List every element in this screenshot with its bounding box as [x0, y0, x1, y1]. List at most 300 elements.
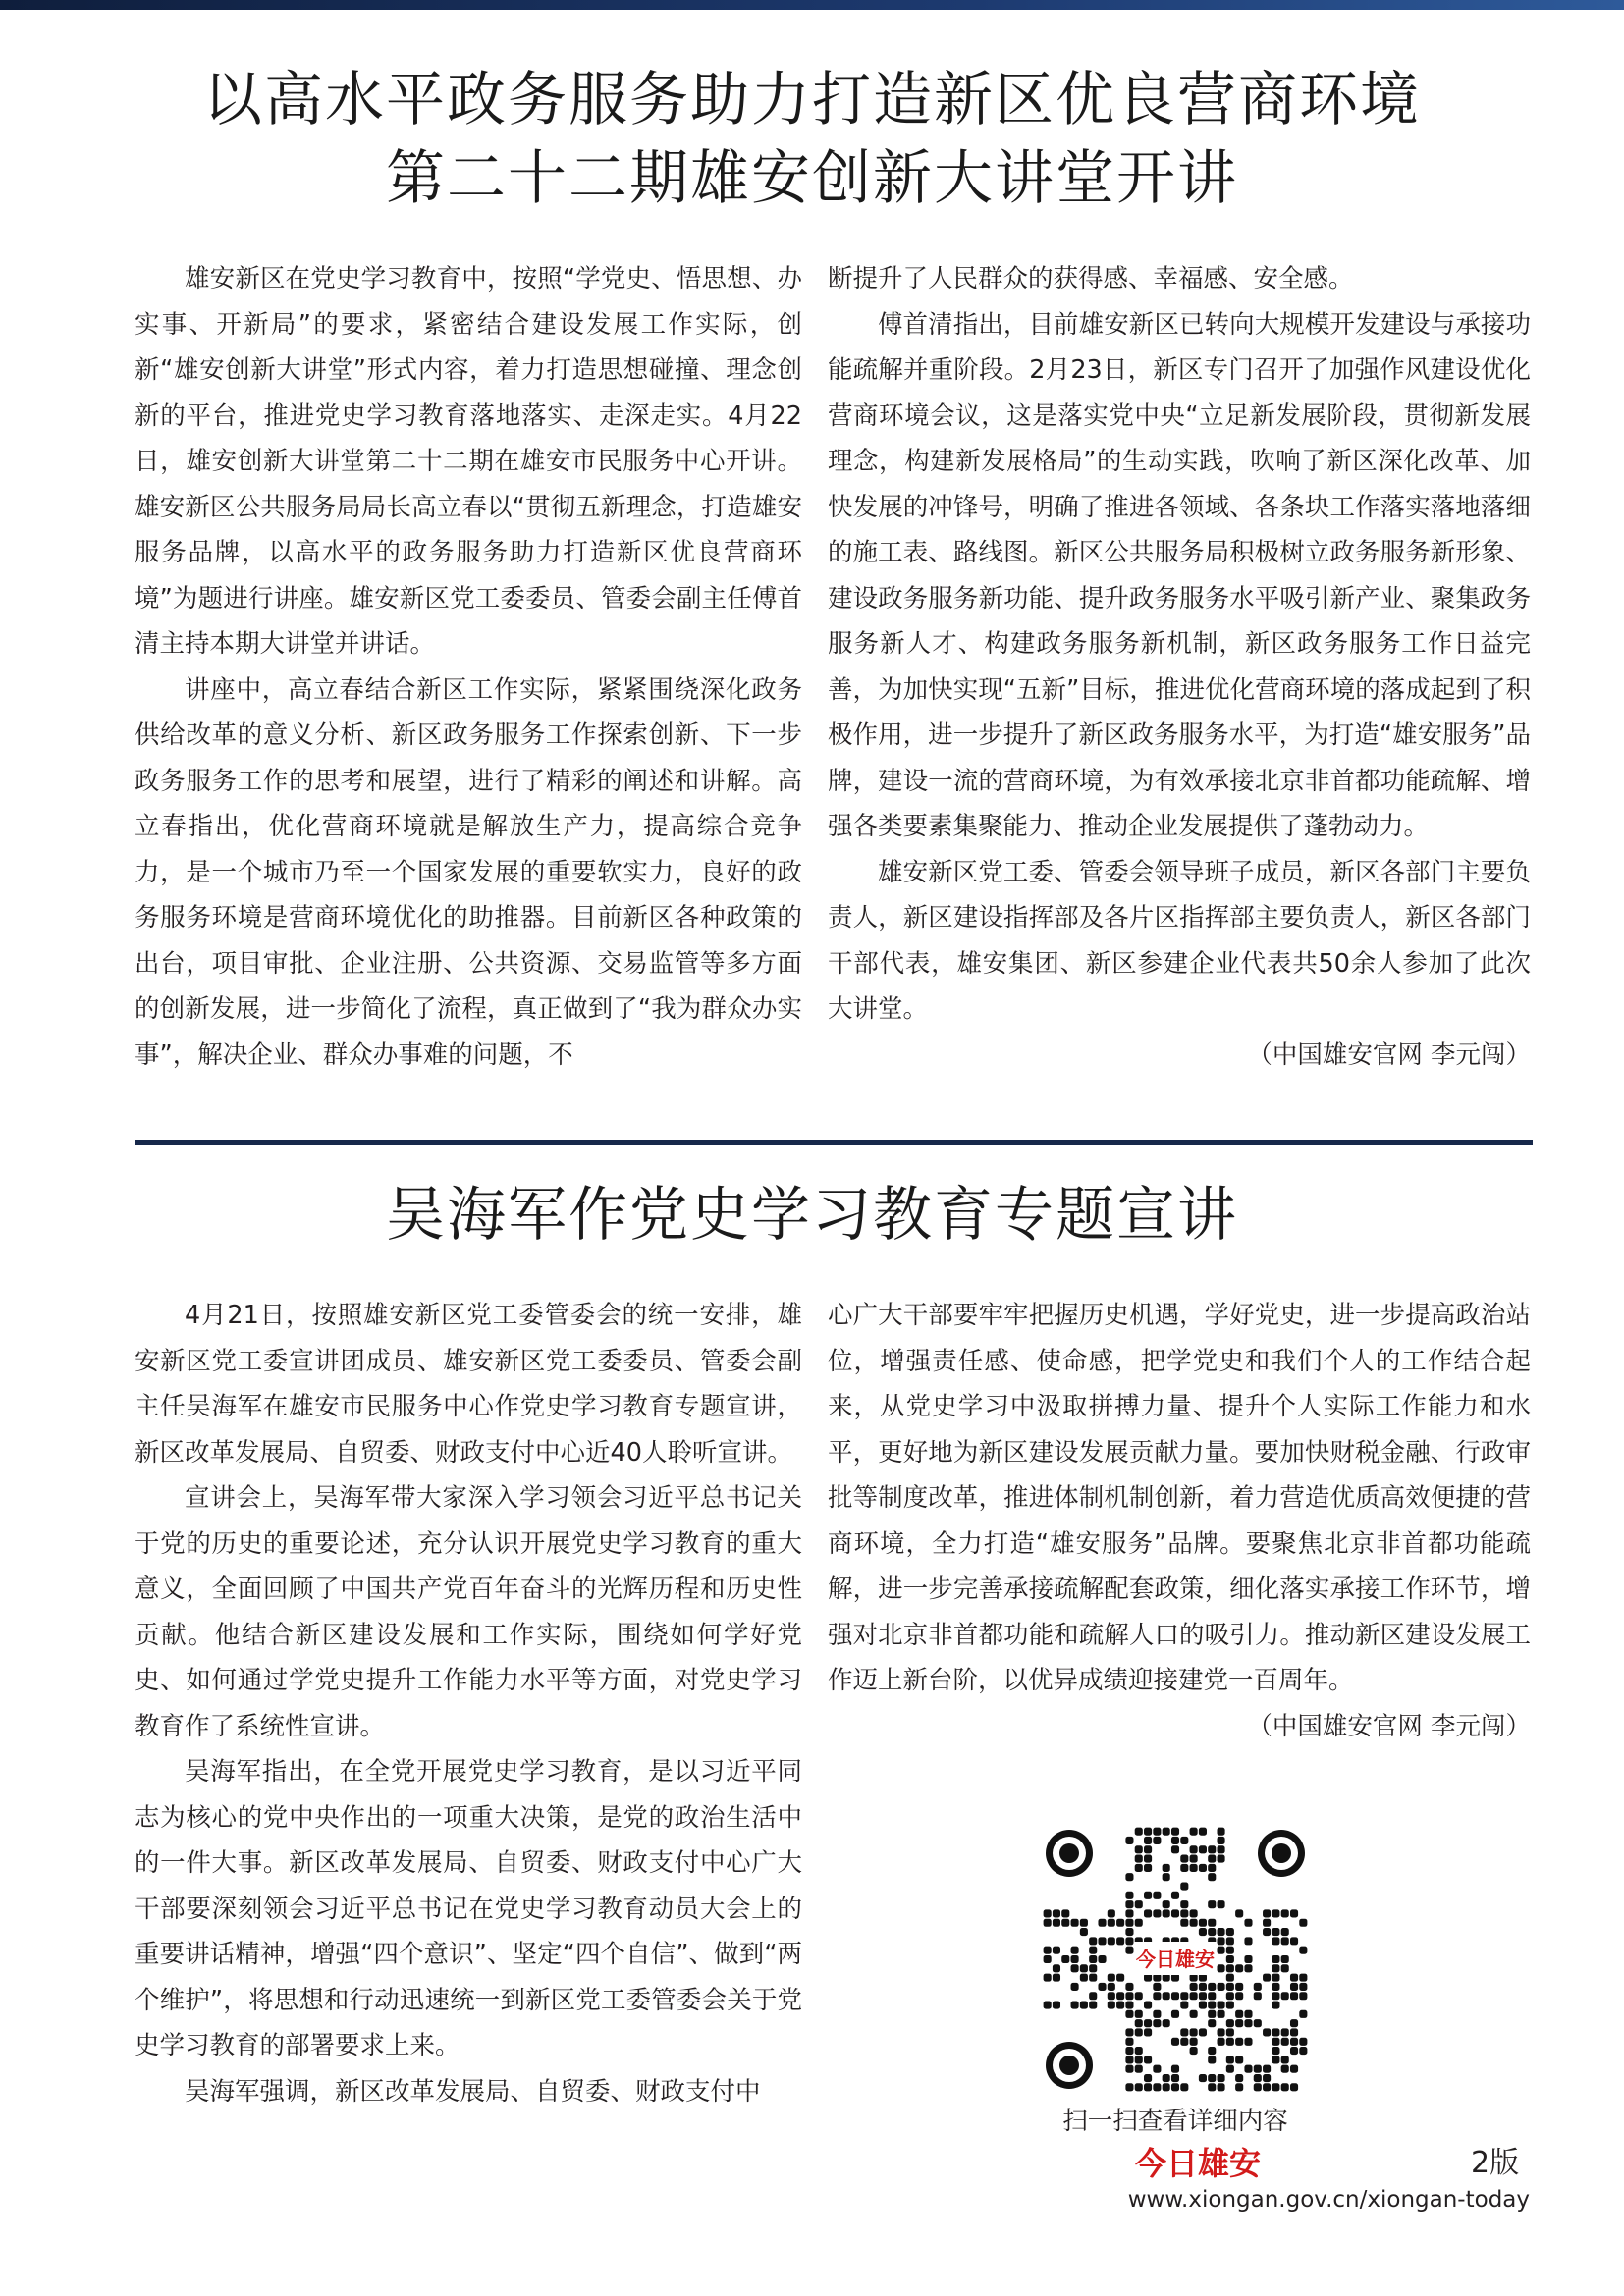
qr-module [1053, 1909, 1060, 1917]
article-source: （中国雄安官网 李元闯） [1247, 1040, 1531, 1070]
qr-module [1125, 1909, 1133, 1917]
qr-module [1281, 2028, 1289, 2036]
qr-module [1218, 2083, 1225, 2091]
qr-module [1125, 1983, 1133, 1991]
qr-module [1135, 2010, 1143, 2018]
qr-module [1153, 1837, 1161, 1844]
article-paragraph: 4月21日，按照雄安新区党工委管委会的统一安排，雄安新区党工委宣讲团成员、雄安新区党工委委员、管委会副主任吴海军在雄安市民服务中心作党史学习教育专题宣讲，新区改革发展局、自贸委、财政支付中心近40人聆听宣讲。 [135, 1301, 802, 1468]
qr-module [1208, 2019, 1216, 2027]
article1-title-line1: 以高水平政务服务助力打造新区优良营商环境 [203, 66, 1421, 134]
qr-module [1281, 1937, 1289, 1945]
qr-module [1116, 2002, 1124, 2009]
qr-module [1144, 2028, 1152, 2036]
article-paragraph: 吴海军指出，在全党开展党史学习教育，是以习近平同志为核心的党中央作出的一项重大决策，是党的政治生活中的一件大事。新区改革发展局、自贸委、财政支付中心广大干部要深刻领会习近平总书记在党史学习教育动员大会上的重要讲话精神，增强“四个意识”、坚定“四个自信”、做到“两个维护”，将思想和行动迅速统一到新区党工委管委会关于党史学习教育的部署要求上来。 [135, 1757, 802, 2060]
qr-module [1190, 1845, 1198, 1853]
qr-module [1163, 1828, 1170, 1836]
qr-module [1135, 1864, 1143, 1872]
qr-module [1235, 1909, 1243, 1917]
qr-module [1190, 1919, 1198, 1927]
qr-module [1125, 1992, 1133, 2000]
article1-left-column [135, 256, 802, 1078]
qr-module [1226, 1983, 1234, 1991]
qr-code-icon [1043, 1827, 1308, 2092]
qr-module [1263, 2074, 1271, 2082]
qr-module [1116, 1919, 1124, 1927]
qr-module [1135, 1919, 1143, 1927]
qr-module [1290, 2038, 1298, 2046]
qr-module [1125, 1937, 1133, 1945]
qr-module [1144, 1845, 1152, 1853]
qr-module [1108, 1983, 1115, 1991]
qr-module [1108, 2002, 1115, 2009]
article-paragraph: 雄安新区在党史学习教育中，按照“学党史、悟思想、办实事、开新局”的要求，紧密结合建设发展工作实际，创新“雄安创新大讲堂”形式内容，着力打造思想碰撞、理念创新的平台，推进党史学习教育落地落实、走深走实。4月22日，雄安创新大讲堂第二十二期在雄安市民服务中心开讲。雄安新区公共服务局局长高立春以“贯彻五新理念，打造雄安服务品牌，以高水平的政务服务助力打造新区优良营商环境”为题进行讲座。雄安新区党工委委员、管委会副主任傅首清主持本期大讲堂并讲话。 [135, 264, 802, 659]
qr-module [1199, 1828, 1207, 1836]
qr-module [1272, 2056, 1279, 2063]
qr-module [1153, 1909, 1161, 1917]
qr-module [1226, 1992, 1234, 2000]
qr-module [1108, 1937, 1115, 1945]
qr-module [1153, 2083, 1161, 2091]
qr-finder-top-right [1258, 1830, 1305, 1877]
qr-module [1272, 1928, 1279, 1936]
qr-module [1290, 1983, 1298, 1991]
qr-module [1144, 2002, 1152, 2009]
qr-module [1116, 1974, 1124, 1982]
qr-module [1263, 2083, 1271, 2091]
qr-module [1144, 1855, 1152, 1863]
qr-code[interactable] [1043, 1827, 1308, 2092]
article1-right-column [828, 256, 1531, 1078]
qr-module [1235, 1964, 1243, 1972]
qr-module [1153, 1992, 1161, 2000]
qr-module [1125, 2028, 1133, 2036]
brand-logo: 今日雄安 [1135, 2145, 1262, 2182]
qr-module [1153, 2019, 1161, 2027]
article-paragraph: 吴海军强调，新区改革发展局、自贸委、财政支付中 [185, 2076, 761, 2107]
qr-module [1135, 2019, 1143, 2027]
qr-module [1281, 1909, 1289, 1917]
qr-module [1218, 1828, 1225, 1836]
qr-module [1125, 1928, 1133, 1936]
qr-module [1163, 2083, 1170, 2091]
qr-module [1135, 1992, 1143, 2000]
qr-module [1180, 2002, 1188, 2009]
qr-module [1135, 2083, 1143, 2091]
qr-module [1272, 2002, 1279, 2009]
qr-module [1226, 2002, 1234, 2009]
qr-finder-bottom-left [1046, 2042, 1093, 2089]
qr-module [1281, 1928, 1289, 1936]
qr-module [1171, 1992, 1179, 2000]
qr-module [1180, 1864, 1188, 1872]
qr-module [1171, 1837, 1179, 1844]
website-url[interactable]: www.xiongan.gov.cn/xiongan-today [1127, 2187, 1530, 2213]
qr-module [1171, 2065, 1179, 2073]
qr-module [1163, 2074, 1170, 2082]
qr-module [1208, 1900, 1216, 1908]
qr-module [1272, 1964, 1279, 1972]
qr-module [1190, 2047, 1198, 2055]
qr-module [1089, 2002, 1097, 2009]
qr-module [1080, 1928, 1088, 1936]
qr-module [1272, 1983, 1279, 1991]
qr-module [1163, 1864, 1170, 1872]
qr-module [1144, 1864, 1152, 1872]
qr-module [1290, 2019, 1298, 2027]
qr-module [1235, 2083, 1243, 2091]
qr-module [1272, 1974, 1279, 1982]
qr-module [1108, 1974, 1115, 1982]
qr-module [1235, 2056, 1243, 2063]
qr-module [1218, 1845, 1225, 1853]
qr-module [1290, 1974, 1298, 1982]
qr-module [1163, 1909, 1170, 1917]
qr-module [1125, 1947, 1133, 1954]
qr-module [1299, 2038, 1307, 2046]
qr-module [1208, 1855, 1216, 1863]
qr-module [1226, 1928, 1234, 1936]
qr-module [1098, 1983, 1106, 1991]
qr-module [1190, 1983, 1198, 1991]
qr-module [1272, 1909, 1279, 1917]
qr-module [1180, 2028, 1188, 2036]
qr-module [1218, 1964, 1225, 1972]
qr-module [1272, 2047, 1279, 2055]
qr-module [1190, 1992, 1198, 2000]
qr-module [1218, 2002, 1225, 2009]
qr-module [1254, 2019, 1262, 2027]
qr-module [1108, 1909, 1115, 1917]
qr-module [1135, 2056, 1143, 2063]
qr-module [1254, 1992, 1262, 2000]
qr-module [1171, 1845, 1179, 1853]
qr-module [1299, 1919, 1307, 1927]
qr-module [1153, 1892, 1161, 1899]
qr-module [1144, 2056, 1152, 2063]
qr-module [1089, 1992, 1097, 2000]
qr-finder-top-left [1046, 1830, 1093, 1877]
qr-module [1226, 2019, 1234, 2027]
qr-module [1125, 1919, 1133, 1927]
qr-module [1080, 1974, 1088, 1982]
qr-module [1244, 1919, 1252, 1927]
qr-module [1208, 2074, 1216, 2082]
qr-module [1135, 2028, 1143, 2036]
qr-module [1281, 2083, 1289, 2091]
qr-module [1053, 1964, 1060, 1972]
qr-module [1263, 1974, 1271, 1982]
qr-module [1071, 1947, 1079, 1954]
qr-module [1226, 1955, 1234, 1963]
section-divider [135, 1140, 1533, 1145]
qr-module [1290, 2083, 1298, 2091]
qr-module [1144, 1837, 1152, 1844]
qr-module [1180, 2038, 1188, 2046]
qr-module [1171, 2038, 1179, 2046]
article-paragraph: 傅首清指出，目前雄安新区已转向大规模开发建设与承接功能疏解并重阶段。2月23日，新区专门召开了加强作风建设优化营商环境会议，这是落实党中央“立足新发展阶段，贯彻新发展理念，构建新发展格局”的生动实践，吹响了新区深化改革、加快发展的冲锋号，明确了推进各领域、各条块工作落实落地落细的施工表、路线图。新区公共服务局积极树立政务服务新形象、建设政务服务新功能、提升政务服务水平吸引新产业、聚集政务服务新人才、构建政务服务新机制，新区政务服务工作日益完善，为加快实现“五新”目标，推进优化营商环境的落成起到了积极作用，进一步提升了新区政务服务水平，为打造“雄安服务”品牌，建设一流的营商环境，为有效承接北京非首都功能疏解、增强各类要素集聚能力、推动企业发展提供了蓬勃动力。 [828, 309, 1531, 841]
qr-module [1108, 1992, 1115, 2000]
qr-module [1208, 1845, 1216, 1853]
qr-module [1299, 1992, 1307, 2000]
qr-module [1190, 1909, 1198, 1917]
qr-module [1208, 2002, 1216, 2009]
qr-module [1281, 1955, 1289, 1963]
qr-module [1089, 1947, 1097, 1954]
qr-module [1180, 1900, 1188, 1908]
qr-module [1299, 1983, 1307, 1991]
qr-module [1098, 1937, 1106, 1945]
qr-module [1144, 1828, 1152, 1836]
qr-module [1299, 2010, 1307, 2018]
qr-module [1180, 1909, 1188, 1917]
qr-module [1153, 2065, 1161, 2073]
qr-module [1135, 2047, 1143, 2055]
qr-module [1235, 2038, 1243, 2046]
qr-module [1208, 1983, 1216, 1991]
qr-module [1116, 1937, 1124, 1945]
qr-module [1135, 1828, 1143, 1836]
qr-caption: 扫一扫查看详细内容 [1062, 2107, 1288, 2136]
qr-module [1044, 2002, 1052, 2009]
qr-module [1199, 1864, 1207, 1872]
qr-module [1244, 2019, 1252, 2027]
qr-module [1135, 2065, 1143, 2073]
qr-module [1290, 1992, 1298, 2000]
qr-module [1226, 1974, 1234, 1982]
qr-module [1299, 2047, 1307, 2055]
qr-module [1163, 1900, 1170, 1908]
qr-module [1244, 1937, 1252, 1945]
qr-module [1244, 2038, 1252, 2046]
qr-module [1180, 1837, 1188, 1844]
qr-module [1290, 2065, 1298, 2073]
qr-center-logo: 今日雄安 [1136, 1948, 1215, 1971]
qr-module [1208, 1992, 1216, 2000]
qr-module [1208, 1928, 1216, 1936]
qr-module [1199, 1928, 1207, 1936]
qr-module [1218, 2074, 1225, 2082]
qr-module [1226, 2056, 1234, 2063]
qr-module [1199, 1983, 1207, 1991]
qr-module [1226, 1947, 1234, 1954]
qr-module [1263, 1919, 1271, 1927]
qr-module [1061, 1955, 1069, 1963]
qr-module [1080, 1964, 1088, 1972]
qr-module [1272, 1955, 1279, 1963]
article2-title: 吴海军作党史学习教育专题宣讲 [386, 1181, 1238, 1250]
qr-module [1263, 1928, 1271, 1936]
qr-module [1190, 1828, 1198, 1836]
qr-module [1125, 1900, 1133, 1908]
qr-module [1171, 2083, 1179, 2091]
qr-module [1226, 1937, 1234, 1945]
qr-module [1226, 1964, 1234, 1972]
qr-module [1208, 2083, 1216, 2091]
qr-module [1299, 1947, 1307, 1954]
qr-module [1281, 2065, 1289, 2073]
qr-module [1180, 1882, 1188, 1890]
qr-module [1061, 1909, 1069, 1917]
qr-module [1125, 2083, 1133, 2091]
qr-module [1044, 1974, 1052, 1982]
qr-module [1208, 1919, 1216, 1927]
qr-module [1071, 2002, 1079, 2009]
qr-module [1135, 1855, 1143, 1863]
qr-module [1180, 2083, 1188, 2091]
qr-module [1254, 2083, 1262, 2091]
qr-module [1218, 2038, 1225, 2046]
qr-module [1125, 2038, 1133, 2046]
qr-module [1125, 2065, 1133, 2073]
qr-module [1199, 2028, 1207, 2036]
qr-module [1263, 2028, 1271, 2036]
qr-module [1218, 2010, 1225, 2018]
qr-module [1180, 1855, 1188, 1863]
qr-module [1190, 1864, 1198, 1872]
top-banner-bar [0, 0, 1624, 10]
qr-module [1108, 1919, 1115, 1927]
qr-module [1071, 1955, 1079, 1963]
qr-module [1299, 1974, 1307, 1982]
qr-module [1272, 2038, 1279, 2046]
article1-title-line2: 第二十二期雄安创新大讲堂开讲 [386, 144, 1238, 213]
qr-module [1089, 1964, 1097, 1972]
qr-module [1125, 2047, 1133, 2055]
qr-module [1153, 1828, 1161, 1836]
qr-module [1125, 1837, 1133, 1844]
qr-module [1290, 2047, 1298, 2055]
qr-module [1254, 2074, 1262, 2082]
qr-module [1044, 1909, 1052, 1917]
qr-module [1153, 1983, 1161, 1991]
qr-module [1144, 2083, 1152, 2091]
qr-module [1254, 2065, 1262, 2073]
qr-module [1244, 1955, 1252, 1963]
qr-module [1218, 1983, 1225, 1991]
qr-module [1053, 1974, 1060, 1982]
qr-module [1235, 1992, 1243, 2000]
qr-module [1218, 1900, 1225, 1908]
qr-module [1171, 1892, 1179, 1899]
article2-right-column [828, 1293, 1531, 1749]
qr-module [1144, 1909, 1152, 1917]
qr-module [1171, 2074, 1179, 2082]
qr-module [1053, 1947, 1060, 1954]
qr-module [1163, 1873, 1170, 1881]
qr-module [1180, 1992, 1188, 2000]
qr-module [1125, 2002, 1133, 2009]
qr-module [1044, 1955, 1052, 1963]
article-paragraph-continued: 心广大干部要牢牢把握历史机遇，学好党史，进一步提高政治站位，增强责任感、使命感，把学党史和我们个人的工作结合起来，从党史学习中汲取拼搏力量、提升个人实际工作能力和水平，更好地为新区建设发展贡献力量。要加快财税金融、行政审批等制度改革，推进体制机制创新，着力营造优质高效便捷的营商环境，全力打造“雄安服务”品牌。要聚焦北京非首都功能疏解，进一步完善承接疏解配套政策，细化落实承接工作环节，增强对北京非首都功能和疏解人口的吸引力。推动新区建设发展工作迈上新台阶，以优异成绩迎接建党一百周年。 [828, 1301, 1531, 1695]
qr-module [1125, 2056, 1133, 2063]
article-paragraph: 讲座中，高立春结合新区工作实际，紧紧围绕深化政务供给改革的意义分析、新区政务服务工作探索创新、下一步政务服务工作的思考和展望，进行了精彩的阐述和讲解。高立春指出，优化营商环境就是解放生产力，提高综合竞争力，是一个城市乃至一个国家发展的重要软实力，良好的政务服务环境是营商环境优化的助推器。目前新区各种政策的出台，项目审批、企业注册、公共资源、交易监管等多方面的创新发展，进一步简化了流程，真正做到了“我为群众办实事”，解决企业、群众办事难的问题，不 [135, 674, 802, 1070]
qr-module [1163, 2019, 1170, 2027]
qr-module [1235, 1983, 1243, 1991]
qr-module [1218, 1928, 1225, 1936]
qr-module [1144, 1892, 1152, 1899]
qr-module [1226, 2038, 1234, 2046]
qr-module [1272, 1937, 1279, 1945]
qr-module [1244, 1964, 1252, 1972]
qr-module [1281, 1964, 1289, 1972]
qr-module [1135, 1900, 1143, 1908]
qr-module [1208, 1864, 1216, 1872]
qr-module [1144, 2074, 1152, 2082]
qr-module [1071, 1964, 1079, 1972]
qr-module [1218, 1855, 1225, 1863]
qr-module [1089, 1974, 1097, 1982]
article-paragraph: 雄安新区党工委、管委会领导班子成员，新区各部门主要负责人，新区建设指挥部及各片区指挥部主要负责人，新区各部门干部代表，雄安集团、新区参建企业代表共50余人参加了此次大讲堂。 [828, 857, 1531, 1024]
qr-module [1171, 2010, 1179, 2018]
qr-module [1071, 1983, 1079, 1991]
qr-module [1071, 1919, 1079, 1927]
article-source: （中国雄安官网 李元闯） [1247, 1711, 1531, 1741]
qr-module [1199, 1919, 1207, 1927]
qr-module [1190, 2010, 1198, 2018]
qr-module [1199, 2002, 1207, 2009]
qr-module [1281, 2038, 1289, 2046]
qr-module [1208, 1873, 1216, 1881]
qr-module [1272, 1992, 1279, 2000]
qr-module [1190, 1855, 1198, 1863]
article-paragraph-continued: 断提升了人民群众的获得感、幸福感、安全感。 [828, 264, 1354, 294]
qr-module [1254, 1983, 1262, 1991]
page-number: 2版 [1471, 2146, 1520, 2180]
qr-module [1244, 2065, 1252, 2073]
qr-module [1190, 2038, 1198, 2046]
article2-left-column [135, 1293, 802, 2114]
qr-module [1053, 1919, 1060, 1927]
qr-module [1263, 2065, 1271, 2073]
qr-module [1235, 2019, 1243, 2027]
qr-module [1263, 1909, 1271, 1917]
qr-module [1226, 2065, 1234, 2073]
qr-module [1171, 1828, 1179, 1836]
qr-module [1125, 1873, 1133, 1881]
qr-module [1218, 2028, 1225, 2036]
qr-module [1163, 1992, 1170, 2000]
qr-module [1290, 1909, 1298, 1917]
qr-module [1098, 1919, 1106, 1927]
qr-module [1089, 1937, 1097, 1945]
qr-module [1290, 2028, 1298, 2036]
qr-module [1235, 2074, 1243, 2082]
qr-module [1153, 2010, 1161, 2018]
qr-module [1171, 1909, 1179, 1917]
qr-module [1199, 2074, 1207, 2082]
qr-module [1272, 2083, 1279, 2091]
qr-module [1281, 2056, 1289, 2063]
qr-module [1218, 1947, 1225, 1954]
qr-module [1208, 2056, 1216, 2063]
qr-module [1290, 1937, 1298, 1945]
qr-module [1208, 2047, 1216, 2055]
qr-module [1098, 1955, 1106, 1963]
qr-module [1190, 2028, 1198, 2036]
qr-module [1080, 1919, 1088, 1927]
qr-module [1135, 1845, 1143, 1853]
qr-module [1089, 1955, 1097, 1963]
qr-module [1199, 1845, 1207, 1853]
qr-module [1199, 1992, 1207, 2000]
qr-module [1080, 2002, 1088, 2009]
qr-module [1235, 2010, 1243, 2018]
qr-module [1044, 1919, 1052, 1927]
qr-module [1125, 1892, 1133, 1899]
qr-module [1208, 2010, 1216, 2018]
qr-module [1218, 1937, 1225, 1945]
qr-module [1218, 1837, 1225, 1844]
